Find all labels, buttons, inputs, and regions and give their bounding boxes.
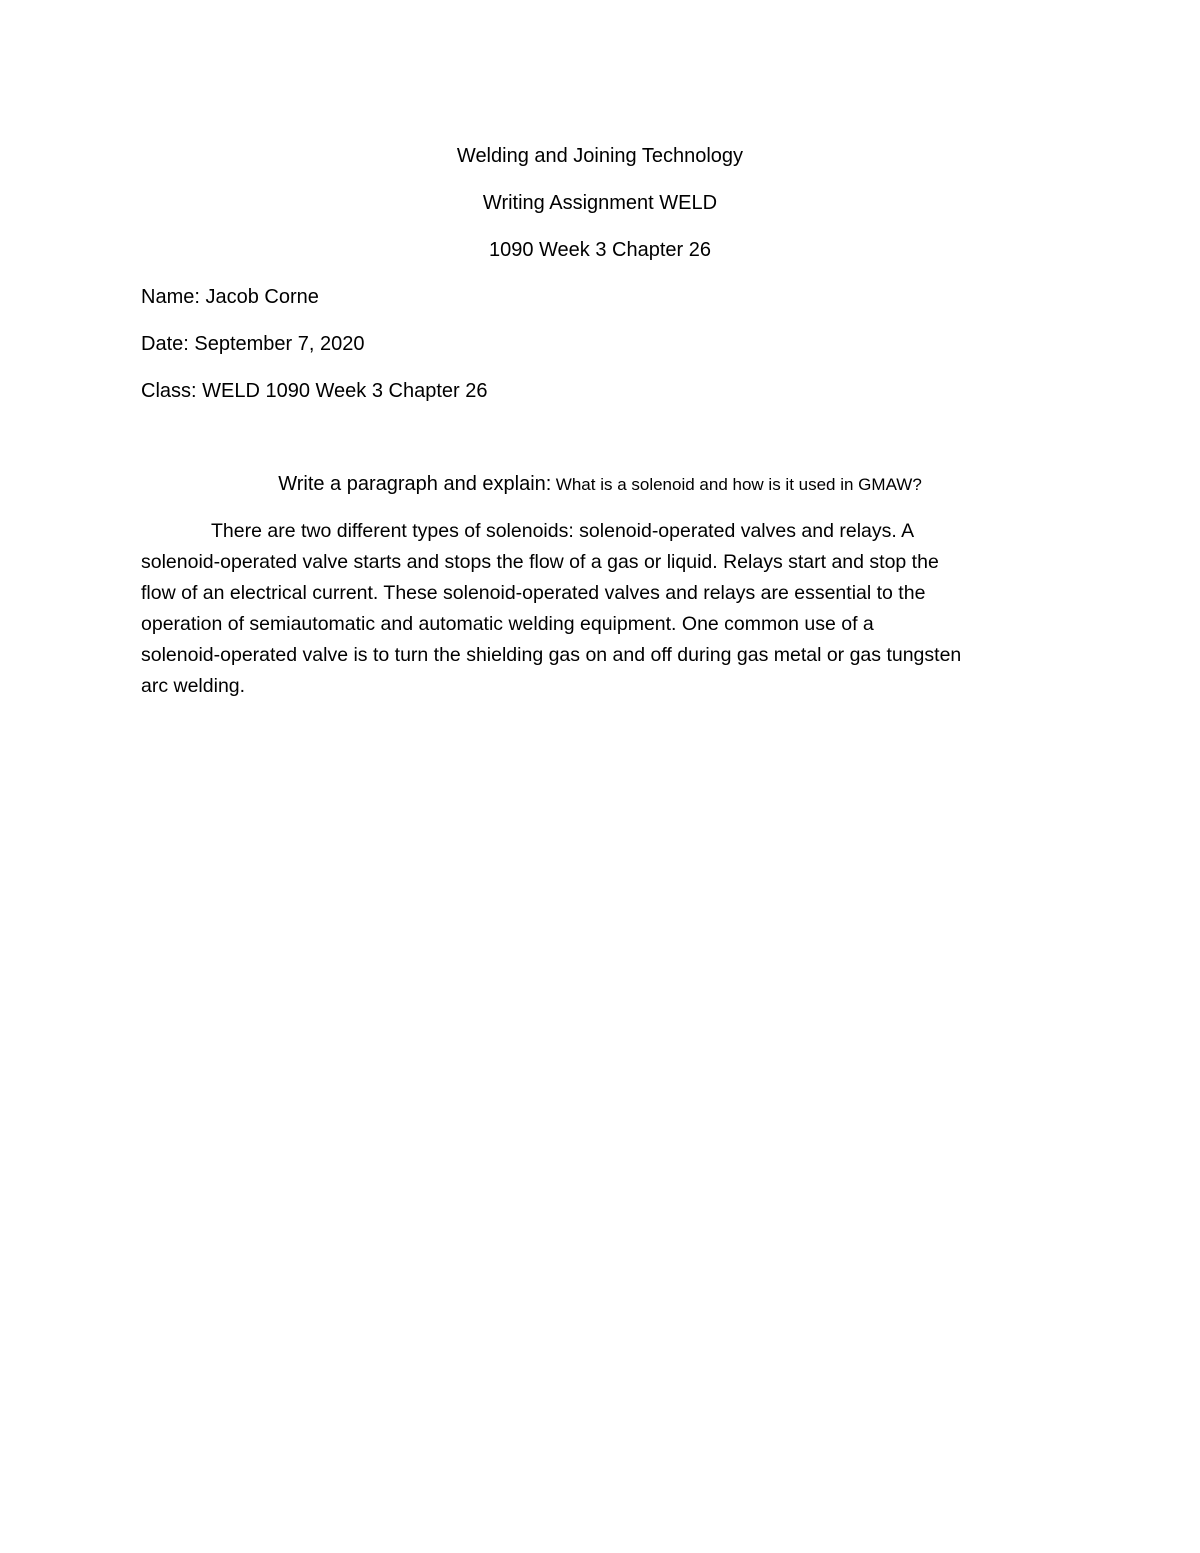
paragraph-line: flow of an electrical current. These solenoid-operated valves and relays are essential to the: [141, 582, 926, 604]
paragraph-line: arc welding.: [141, 675, 246, 697]
paragraph-line-text: There are two different types of solenoids: solenoid-operated valves and relays. A: [211, 520, 915, 542]
paragraph-line: [141, 516, 1061, 547]
class-info: Class: WELD 1090 Week 3 Chapter 26: [141, 380, 488, 402]
assignment-prompt: [0, 472, 1200, 498]
title-line-assignment: Writing Assignment WELD: [482, 192, 718, 214]
answer-paragraph: [141, 516, 1061, 702]
paragraph-line: solenoid-operated valve is to turn the shielding gas on and off during gas metal or gas tungsten: [141, 644, 962, 666]
prompt-question: What is a solenoid and how is it used in GMAW?: [555, 475, 922, 494]
title-line-chapter: 1090 Week 3 Chapter 26: [488, 239, 711, 261]
paragraph-line: operation of semiautomatic and automatic welding equipment. One common use of a: [141, 613, 874, 635]
submission-date: Date: September 7, 2020: [141, 333, 365, 355]
prompt-label: Write a paragraph and explain:: [278, 473, 552, 495]
title-line-course: Welding and Joining Technology: [456, 145, 744, 167]
student-name: Name: Jacob Corne: [141, 286, 319, 308]
paragraph-line: solenoid-operated valve starts and stops the flow of a gas or liquid. Relays start and stop the: [141, 551, 939, 573]
